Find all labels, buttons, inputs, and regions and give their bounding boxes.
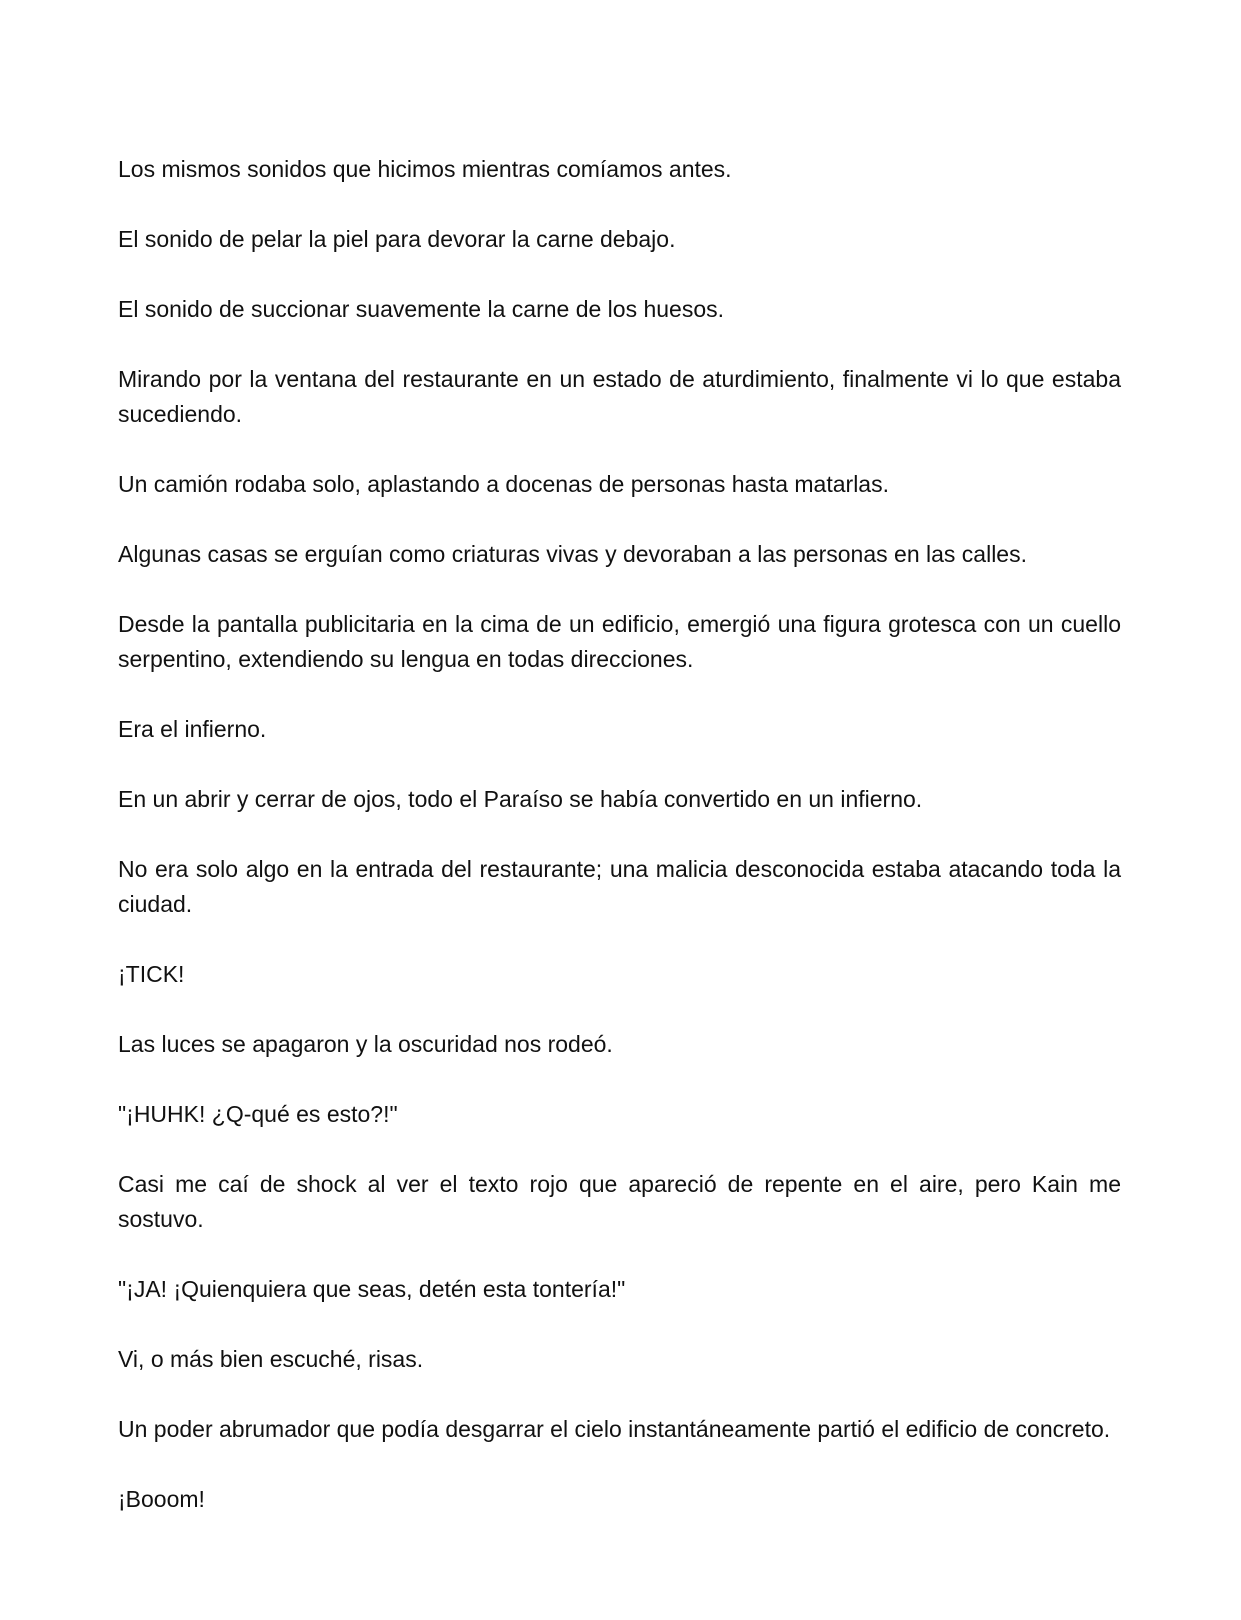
paragraph-18: ¡Booom! xyxy=(118,1486,205,1512)
paragraph-8: Era el infierno. xyxy=(118,716,267,742)
paragraph-17: Un poder abrumador que podía desgarrar el cielo instantáneamente partió el edificio de concreto. xyxy=(118,1416,1111,1442)
paragraph-11: ¡TICK! xyxy=(118,961,185,987)
paragraph-6: Algunas casas se erguían como criaturas vivas y devoraban a las personas en las calles. xyxy=(118,541,1027,567)
paragraph-16: Vi, o más bien escuché, risas. xyxy=(118,1346,424,1372)
document-page xyxy=(118,152,1121,1552)
paragraph-4: Mirando por la ventana del restaurante en un estado de aturdimiento, finalmente vi lo que estaba sucediendo. xyxy=(118,366,1121,427)
paragraph-15: "¡JA! ¡Quienquiera que seas, detén esta tontería!" xyxy=(118,1276,626,1302)
paragraph-2: El sonido de pelar la piel para devorar la carne debajo. xyxy=(118,226,676,252)
paragraph-9: En un abrir y cerrar de ojos, todo el Paraíso se había convertido en un infierno. xyxy=(118,786,923,812)
paragraph-12: Las luces se apagaron y la oscuridad nos rodeó. xyxy=(118,1031,613,1057)
paragraph-13: "¡HUHK! ¿Q-qué es esto?!" xyxy=(118,1101,398,1127)
paragraph-5: Un camión rodaba solo, aplastando a docenas de personas hasta matarlas. xyxy=(118,471,889,497)
paragraph-1: Los mismos sonidos que hicimos mientras comíamos antes. xyxy=(118,156,732,182)
paragraph-14: Casi me caí de shock al ver el texto rojo que apareció de repente en el aire, pero Kain me sostuvo. xyxy=(118,1171,1121,1232)
paragraph-7: Desde la pantalla publicitaria en la cima de un edificio, emergió una figura grotesca con un cuello serpentino, extendiendo su lengua en todas direcciones. xyxy=(118,611,1121,672)
paragraph-10: No era solo algo en la entrada del restaurante; una malicia desconocida estaba atacando toda la ciudad. xyxy=(118,856,1121,917)
paragraph-3: El sonido de succionar suavemente la carne de los huesos. xyxy=(118,296,725,322)
